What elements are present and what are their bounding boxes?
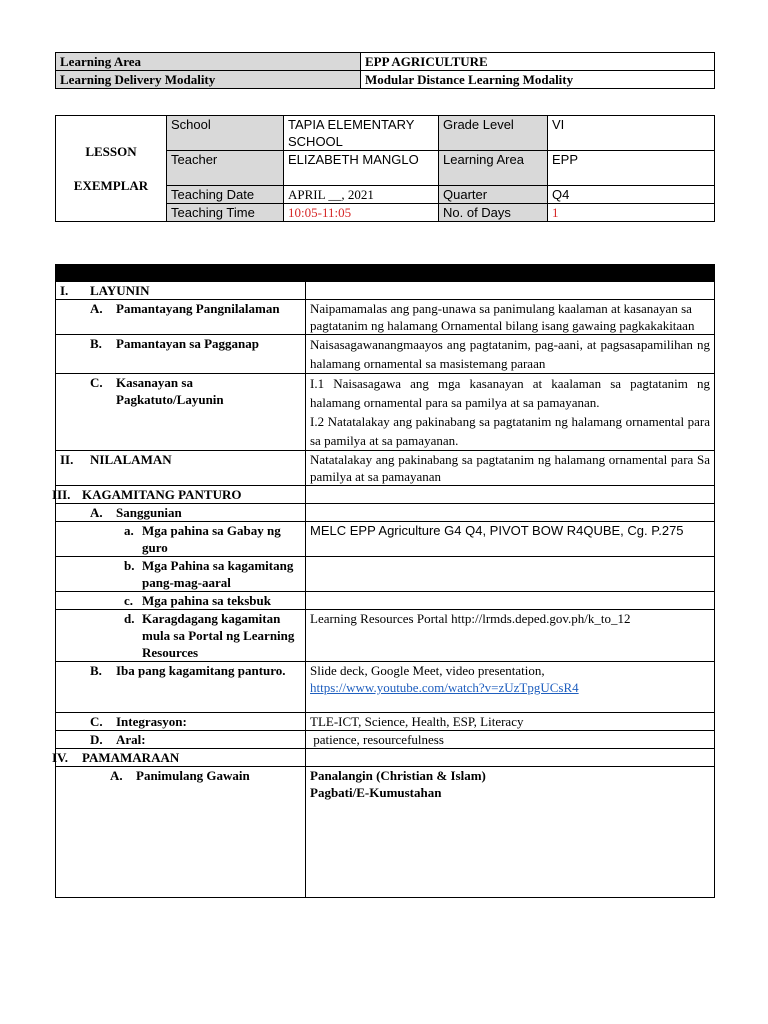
row-kasanayan: C. Kasanayan sa Pagkatuto/Layunin I.1 Naisasagawa ang mga kasanayan at kaalaman sa pagtatanim ng halamang ornamental para sa pamilya at sa pamayanan. I.2 Natatalakay ang pakinabang sa pagtatanim ng halamang ornamental para sa pamilya at sa pamayanan. [56, 374, 715, 451]
row-content: MELC EPP Agriculture G4 Q4, PIVOT BOW R4QUBE, Cg. P.275 [306, 522, 715, 557]
row-title: Karagdagang kagamitan mula sa Portal ng Learning Resources [142, 611, 295, 660]
row-panimulang-gawain: A. Panimulang Gawain Panalangin (Christian & Islam) Pagbati/E-Kumustahan [56, 767, 715, 898]
black-header-bar [56, 265, 715, 282]
header-label: Learning Delivery Modality [56, 71, 361, 89]
row-kagamitang-mag-aaral: b. Mga Pahina sa kagamitang pang-mag-aaral [56, 557, 715, 592]
row-content: Naisasagawanangmaayos ang pagtatanim, pag-aani, at pagsasapamilihan ng halamang ornamental sa masistemang paraan [306, 335, 715, 374]
time-value: 10:05-11:05 [284, 204, 439, 222]
row-pamantayang-pangnilalaman: A. Pamantayang Pangnilalaman Naipamamalas ang pang-unawa sa panimulang kaalaman at kasanayan sa pagtatanim ng halamang Ornamental bilang isang gawaing pagkakakitaan [56, 300, 715, 335]
row-title: Integrasyon: [116, 714, 187, 729]
row-iba-pang-kagamitan: B. Iba pang kagamitang panturo. Slide deck, Google Meet, video presentation, https://www.youtube.com/watch?v=zUzTpgUCsR4 [56, 662, 715, 713]
row-teksbuk: c. Mga pahina sa teksbuk [56, 592, 715, 610]
row-content: TLE-ICT, Science, Health, ESP, Literacy [306, 713, 715, 731]
row-title: Aral: [116, 732, 146, 747]
exemplar-label: EXEMPLAR [73, 177, 149, 193]
grade-value: VI [548, 116, 715, 151]
school-label: School [167, 116, 284, 151]
pagbati-text: Pagbati/E-Kumustahan [310, 785, 442, 800]
row-integrasyon: C. Integrasyon: TLE-ICT, Science, Health, ESP, Literacy [56, 713, 715, 731]
section-title: KAGAMITANG PANTURO [82, 487, 242, 502]
header-row [56, 53, 715, 71]
row-title: Panimulang Gawain [136, 768, 250, 783]
row-content [306, 662, 715, 713]
header-table [55, 52, 715, 89]
row-content [306, 374, 715, 451]
area-label: Learning Area [439, 151, 548, 186]
row-sanggunian: A. Sanggunian [56, 504, 715, 522]
lesson-label: LESSON [85, 143, 137, 159]
row-title: Pamantayang Pangnilalaman [116, 301, 280, 316]
header-value: Modular Distance Learning Modality [361, 71, 715, 89]
objective-1: I.1 Naisasagawa ang mga kasanayan at kaalaman sa pagtatanim ng halamang ornamental para sa pamilya at sa pamayanan. [310, 376, 710, 410]
materials-text: Slide deck, Google Meet, video presentation, [310, 663, 545, 678]
row-title: Sanggunian [116, 505, 182, 520]
days-value: 1 [548, 204, 715, 222]
quarter-label: Quarter [439, 186, 548, 204]
time-label: Teaching Time [167, 204, 284, 222]
school-value: TAPIA ELEMENTARY SCHOOL [284, 116, 439, 151]
section-layunin: I. LAYUNIN [56, 282, 715, 300]
row-title: Mga Pahina sa kagamitang pang-mag-aaral [142, 558, 294, 590]
youtube-link[interactable]: https://www.youtube.com/watch?v=zUzTpgUCsR4 [310, 680, 579, 695]
row-title: Mga pahina sa teksbuk [142, 593, 271, 608]
section-title: PAMAMARAAN [82, 750, 180, 765]
grade-label: Grade Level [439, 116, 548, 151]
row-content: Learning Resources Portal http://lrmds.deped.gov.ph/k_to_12 [306, 610, 715, 662]
row-content: patience, resourcefulness [306, 731, 715, 749]
section-nilalaman: II. NILALAMAN Natatalakay ang pakinabang sa pagtatanim ng halamang ornamental para Sa pamilya at sa pamayanan [56, 451, 715, 486]
row-pamantayan-sa-pagganap: B. Pamantayan sa Pagganap Naisasagawanangmaayos ang pagtatanim, pag-aani, at pagsasapamilihan ng halamang ornamental sa masistemang paraan [56, 335, 715, 374]
days-label: No. of Days [439, 204, 548, 222]
lesson-exemplar-cell [56, 116, 167, 222]
quarter-value: Q4 [548, 186, 715, 204]
section-title: NILALAMAN [90, 452, 172, 467]
header-label: Learning Area [56, 53, 361, 71]
row-content: Natatalakay ang pakinabang sa pagtatanim ng halamang ornamental para Sa pamilya at sa pamayanan [306, 451, 715, 486]
date-value: APRIL __, 2021 [284, 186, 439, 204]
section-kagamitang-panturo: III. KAGAMITANG PANTURO [56, 486, 715, 504]
panalangin-text: Panalangin (Christian & Islam) [310, 768, 486, 783]
section-pamamaraan: IV. PAMAMARAAN [56, 749, 715, 767]
row-karagdagang-kagamitan: d. Karagdagang kagamitan mula sa Portal ng Learning Resources Learning Resources Portal http://lrmds.deped.gov.ph/k_to_12 [56, 610, 715, 662]
row-title: Mga pahina sa Gabay ng guro [142, 523, 281, 555]
info-table [55, 115, 715, 222]
area-value: EPP [548, 151, 715, 186]
section-title: LAYUNIN [90, 283, 150, 298]
row-title: Pamantayan sa Pagganap [116, 336, 260, 351]
row-content [306, 767, 715, 898]
row-content: Naipamamalas ang pang-unawa sa panimulang kaalaman at kasanayan sa pagtatanim ng halamang Ornamental bilang isang gawaing pagkakakitaan [306, 300, 715, 335]
header-row [56, 71, 715, 89]
date-label: Teaching Date [167, 186, 284, 204]
teacher-value: ELIZABETH MANGLO [284, 151, 439, 186]
row-title: Kasanayan sa Pagkatuto/Layunin [116, 375, 224, 407]
header-value: EPP AGRICULTURE [361, 53, 715, 71]
plan-table [52, 264, 715, 898]
objective-2: I.2 Natatalakay ang pakinabang sa pagtatanim ng halamang ornamental para sa pamilya at sa pamayanan. [310, 414, 710, 448]
row-aral: D. Aral: patience, resourcefulness [56, 731, 715, 749]
row-gabay-ng-guro: a. Mga pahina sa Gabay ng guro MELC EPP Agriculture G4 Q4, PIVOT BOW R4QUBE, Cg. P.275 [56, 522, 715, 557]
row-title: Iba pang kagamitang panturo. [116, 663, 286, 678]
teacher-label: Teacher [167, 151, 284, 186]
